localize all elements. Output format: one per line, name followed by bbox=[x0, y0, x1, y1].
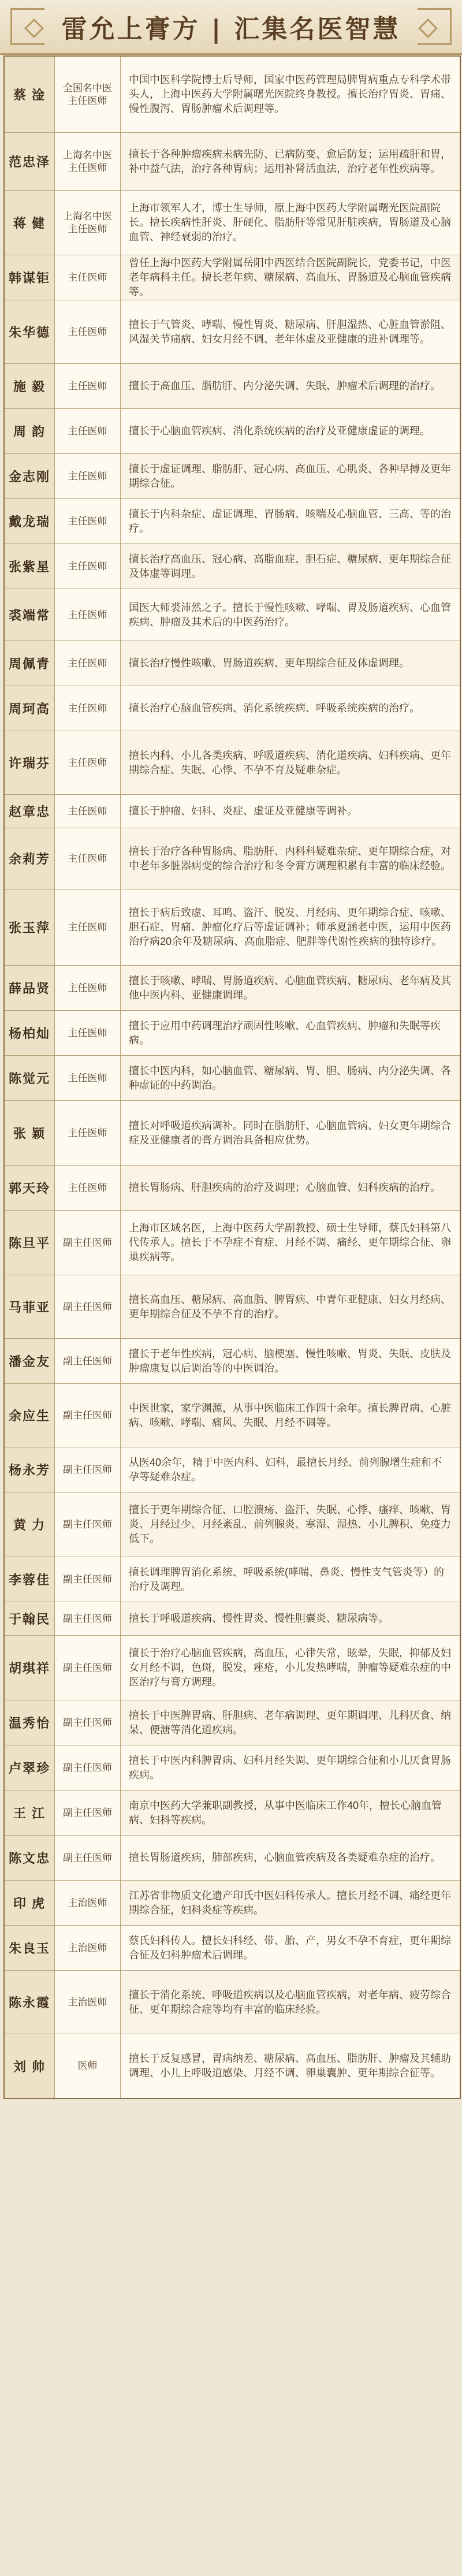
doctor-description: 上海市领军人才，博士生导师，原上海中医药大学附属曙光医院副院长。擅长疾病性肝炎、肝硬化、脂肪肝等常见肝脏疾病，胃肠道及心脑血管、神经衰弱的治疗。 bbox=[129, 202, 451, 243]
doctor-name: 戴龙瑞 bbox=[5, 499, 55, 544]
doctor-row bbox=[5, 1056, 460, 1101]
page-title: 雷允上膏方 | 汇集名医智慧 bbox=[61, 14, 401, 44]
doctor-row bbox=[5, 1492, 460, 1557]
doctor-name: 杨永芳 bbox=[5, 1447, 55, 1492]
doctor-name: 周珂高 bbox=[5, 686, 55, 731]
doctor-description: 擅长于更年期综合征、口腔溃疡、盗汗、失眠、心悸、瘙痒、咳嗽、胃炎、月经过少、月经紊乱、前列腺炎、寒湿、湿热、小儿脾积、免疫力低下。 bbox=[121, 1492, 460, 1557]
doctor-name: 陈永霞 bbox=[5, 1971, 55, 2034]
doctor-description: 国医大师裘沛然之子。擅长于慢性咳嗽、哮喘、胃及肠道疾病、心血管疾病、肿瘤及其术后的中医药治疗。 bbox=[129, 601, 451, 628]
doctor-description: 曾任上海中医药大学附属岳阳中西医结合医院副院长，党委书记，中医老年病科主任。擅长老年病、糖尿病、高血压、胃肠道及心脑血管疾病等。 bbox=[121, 255, 460, 300]
doctor-description: 擅长于老年性疾病，冠心病、脑梗塞、慢性咳嗽、胃炎、失眠、皮肤及肿瘤康复以后调治等的中医调治。 bbox=[129, 1347, 451, 1374]
doctor-row bbox=[5, 454, 460, 499]
doctor-row bbox=[5, 1211, 460, 1275]
doctor-title: 副主任医师 bbox=[55, 1790, 121, 1835]
doctor-title: 副主任医师 bbox=[55, 1492, 121, 1557]
header-banner bbox=[0, 0, 462, 55]
doctor-row bbox=[5, 1700, 460, 1745]
doctor-row bbox=[5, 1384, 460, 1447]
doctor-name: 陈文忠 bbox=[5, 1836, 55, 1880]
doctor-row bbox=[5, 499, 460, 544]
doctor-description: 擅长于治疗心脑血管疾病，高血压，心律失常，眩晕，失眠，抑郁及妇女月经不调，色斑，脱发，痤疮，小儿发热哮喘，肿瘤等疑难杂症的中医治疗与膏方调理。 bbox=[129, 1647, 451, 1688]
doctor-row bbox=[5, 589, 460, 641]
doctor-row bbox=[5, 641, 460, 686]
doctor-name: 余莉芳 bbox=[5, 828, 55, 889]
doctor-description: 擅长于高血压、脂肪肝、内分泌失调、失眠、肿瘤术后调理的治疗。 bbox=[121, 364, 460, 408]
doctor-row bbox=[5, 2034, 460, 2098]
doctor-title: 副主任医师 bbox=[55, 1447, 121, 1492]
doctor-name: 胡琪祥 bbox=[5, 1636, 55, 1700]
doctor-name: 许瑞芬 bbox=[5, 731, 55, 794]
doctor-name: 潘金友 bbox=[5, 1339, 55, 1383]
page-footer bbox=[0, 2558, 462, 2576]
doctor-description: 从医40余年，精于中医内科、妇科，最擅长月经、前列腺增生症和不孕等疑难杂症。 bbox=[129, 1456, 442, 1483]
doctor-description: 擅长于治疗各种胃肠病、脂肪肝、内科科疑难杂症、更年期综合症，对中老年多脏器病变的综合治疗和冬令膏方调理积累有丰富的临床经验。 bbox=[121, 828, 460, 889]
doctor-name: 薛品贤 bbox=[5, 966, 55, 1010]
banner-ornament-right bbox=[418, 8, 452, 45]
doctor-title: 主任医师 bbox=[55, 686, 121, 731]
doctor-title: 副主任医师 bbox=[55, 1211, 121, 1275]
doctor-description: 擅长于反复感冒，胃病纳差、糖尿病、高血压、脂肪肝、肿瘤及其辅助调理、小儿上呼吸道感染、月经不调、卵巢囊肿、更年期综合征等。 bbox=[129, 2053, 451, 2079]
doctor-name: 黄 力 bbox=[5, 1492, 55, 1557]
doctor-name: 刘 帅 bbox=[5, 2034, 55, 2098]
doctor-title: 副主任医师 bbox=[55, 1557, 121, 1602]
doctor-name: 周 韵 bbox=[5, 409, 55, 453]
doctor-description: 江苏省非物质文化遗产印氏中医妇科传承人。擅长月经不调、痛经更年期综合征，妇科炎症等疾病。 bbox=[121, 1881, 460, 1925]
doctor-description: 中医世家，家学渊源，从事中医临床工作四十余年。擅长脾胃病、心脏病、咳嗽、哮喘、痛风、失眠、月经不调等。 bbox=[121, 1384, 460, 1447]
doctor-title: 主任医师 bbox=[55, 828, 121, 889]
doctor-name: 裘端常 bbox=[5, 589, 55, 641]
doctor-row bbox=[5, 1011, 460, 1056]
doctor-name: 朱良玉 bbox=[5, 1926, 55, 1970]
doctor-description: 擅长于肿瘤、妇科、炎症、虚证及亚健康等调补。 bbox=[129, 805, 357, 817]
doctor-row bbox=[5, 364, 460, 409]
doctor-title: 主任医师 bbox=[55, 889, 121, 965]
doctor-description: 擅长于中医内科脾胃病、妇科月经失调、更年期综合征和小儿厌食胃肠疾病。 bbox=[129, 1754, 451, 1781]
doctor-description: 擅长胃肠病、肝胆疾病的治疗及调理；心脑血管、妇科疾病的治疗。 bbox=[121, 1166, 460, 1210]
doctor-title: 主任医师 bbox=[55, 409, 121, 453]
doctor-description: 擅长高血压、糖尿病、高血脂、脾胃病、中青年亚健康、妇女月经病、更年期综合征及不孕不育的治疗。 bbox=[121, 1275, 460, 1338]
doctor-name: 张玉萍 bbox=[5, 889, 55, 965]
doctor-row bbox=[5, 1636, 460, 1700]
doctor-name: 赵章忠 bbox=[5, 795, 55, 828]
doctor-title: 主治医师 bbox=[55, 1881, 121, 1925]
doctor-row bbox=[5, 1447, 460, 1492]
doctor-row bbox=[5, 1926, 460, 1971]
doctor-description: 中国中医科学院博士后导师，国家中医药管理局脾胃病重点专科学术带头人，上海中医药大学附属曙光医院终身教授。擅长治疗胃炎、胃痛、慢性腹泻、胃肠肿瘤术后调理等。 bbox=[129, 74, 451, 114]
doctor-row bbox=[5, 57, 460, 133]
doctor-row bbox=[5, 1745, 460, 1790]
doctor-title: 主任医师 bbox=[55, 589, 121, 641]
doctor-row bbox=[5, 966, 460, 1011]
doctor-description: 擅长于心脑血管疾病、消化系统疾病的治疗及亚健康虚证的调理。 bbox=[129, 425, 430, 437]
doctor-description: 擅长于中医脾胃病、肝胆病、老年病调理、更年期调理、儿科厌食、纳呆、便溏等消化道疾病。 bbox=[121, 1700, 460, 1745]
doctor-description: 擅长于呼吸道疾病、慢性胃炎、慢性胆囊炎、糖尿病等。 bbox=[121, 1602, 460, 1635]
doctor-description: 蔡氏妇科传人。擅长妇科经、带、胎、产，男女不孕不育症，更年期综合征及妇科肿瘤术后调理。 bbox=[129, 1934, 451, 1961]
banner-ornament-left bbox=[10, 8, 44, 45]
doctor-title: 主任医师 bbox=[55, 731, 121, 794]
doctor-title: 主任医师 bbox=[55, 795, 121, 828]
doctor-name: 范忠泽 bbox=[5, 133, 55, 190]
doctor-description: 擅长调理脾胃消化系统、呼吸系统(哮喘、鼻炎、慢性支气管炎等）的治疗及调理。 bbox=[129, 1566, 444, 1592]
doctor-row bbox=[5, 191, 460, 255]
doctor-row bbox=[5, 409, 460, 454]
doctor-name: 蒋 健 bbox=[5, 191, 55, 255]
doctor-title: 主任医师 bbox=[55, 641, 121, 686]
doctor-description: 擅长对呼吸道疾病调补。同时在脂肪肝、心脑血管病、妇女更年期综合症及亚健康者的膏方调治具备相应优势。 bbox=[129, 1119, 451, 1146]
doctor-title: 副主任医师 bbox=[55, 1700, 121, 1745]
doctor-description: 擅长于各种肿瘤疾病未病先防、已病防变、愈后防复；运用疏肝和胃，补中益气法，治疗各种胃病；运用补肾活血法，治疗老年性疾病等。 bbox=[121, 133, 460, 190]
doctor-row bbox=[5, 255, 460, 300]
doctor-description: 上海市区域名医，上海中医药大学副教授、硕士生导师，蔡氏妇科第八代传承人。擅长于不孕症不育症、月经不调、痛经、更年期综合征、卵巢疾病等。 bbox=[129, 1222, 451, 1263]
doctor-name: 张 颖 bbox=[5, 1101, 55, 1165]
doctor-title: 副主任医师 bbox=[55, 1384, 121, 1447]
doctor-name: 杨柏灿 bbox=[5, 1011, 55, 1055]
doctor-description: 擅长内科、小儿各类疾病、呼吸道疾病、消化道疾病、妇科疾病、更年期综合症、失眠、心悸、不孕不育及疑难杂症。 bbox=[121, 731, 460, 794]
doctor-title: 副主任医师 bbox=[55, 1836, 121, 1880]
doctor-row bbox=[5, 544, 460, 589]
doctor-row bbox=[5, 731, 460, 795]
doctor-row bbox=[5, 686, 460, 731]
doctor-title: 副主任医师 bbox=[55, 1745, 121, 1790]
doctor-title: 全国名中医 主任医师 bbox=[55, 57, 121, 132]
doctor-row bbox=[5, 1602, 460, 1636]
doctor-name: 金志刚 bbox=[5, 454, 55, 498]
doctor-title: 上海名中医 主任医师 bbox=[55, 133, 121, 190]
doctor-name: 郭天玲 bbox=[5, 1166, 55, 1210]
doctor-row bbox=[5, 1339, 460, 1384]
doctor-title: 副主任医师 bbox=[55, 1636, 121, 1700]
doctor-description: 擅长中医内科，如心脑血管、糖尿病、胃、胆、肠病、内分泌失调、各种虚证的中药调治。 bbox=[121, 1056, 460, 1100]
doctor-row bbox=[5, 1790, 460, 1836]
doctor-description: 擅长于内科杂症、虚证调理、胃肠病、咳喘及心脑血管、三高、等的治疗。 bbox=[129, 508, 451, 534]
doctor-description: 擅长治疗高血压、冠心病、高脂血症、胆石症、糖尿病、更年期综合征及体虚等调理。 bbox=[121, 544, 460, 589]
doctor-title: 副主任医师 bbox=[55, 1339, 121, 1383]
doctor-title: 主任医师 bbox=[55, 364, 121, 408]
doctor-description: 擅长于病后致虚、耳鸣、盗汗、脱发、月经病、更年期综合症、咳嗽、胆石症、胃痛、肿瘤化疗后等虚证调补；师承夏涵老中医，运用中医药治疗病20余年及糖尿病、高血脂症、肥胖等代谢性疾病的独特诊疗。 bbox=[129, 907, 451, 947]
doctor-title: 主任医师 bbox=[55, 300, 121, 363]
doctor-title: 主任医师 bbox=[55, 255, 121, 300]
doctor-title: 主任医师 bbox=[55, 1056, 121, 1100]
doctor-name: 于翰民 bbox=[5, 1602, 55, 1635]
doctor-title: 上海名中医 主任医师 bbox=[55, 191, 121, 255]
doctor-name: 周佩青 bbox=[5, 641, 55, 686]
doctor-row bbox=[5, 133, 460, 191]
doctor-title: 医师 bbox=[55, 2034, 121, 2098]
doctor-title: 副主任医师 bbox=[55, 1602, 121, 1635]
doctor-row bbox=[5, 1836, 460, 1881]
doctor-row bbox=[5, 1275, 460, 1339]
doctor-row bbox=[5, 1166, 460, 1211]
doctor-title: 主治医师 bbox=[55, 1926, 121, 1970]
doctor-name: 蔡 淦 bbox=[5, 57, 55, 132]
doctor-name: 韩谋钜 bbox=[5, 255, 55, 300]
doctor-name: 施 毅 bbox=[5, 364, 55, 408]
doctor-name: 余应生 bbox=[5, 1384, 55, 1447]
doctor-title: 主任医师 bbox=[55, 1011, 121, 1055]
doctor-row bbox=[5, 300, 460, 364]
doctor-description: 擅长于虚证调理、脂肪肝、冠心病、高血压、心肌炎、各种早搏及更年期综合征。 bbox=[121, 454, 460, 498]
doctor-row bbox=[5, 1557, 460, 1602]
doctor-description: 擅长于应用中药调理治疗顽固性咳嗽、心血管疾病、肿瘤和失眠等疾病。 bbox=[129, 1019, 441, 1046]
doctor-title: 主治医师 bbox=[55, 1971, 121, 2034]
doctor-row bbox=[5, 889, 460, 966]
doctor-row bbox=[5, 1881, 460, 1926]
doctor-row bbox=[5, 1971, 460, 2034]
doctor-name: 印 虎 bbox=[5, 1881, 55, 1925]
doctor-title: 主任医师 bbox=[55, 544, 121, 589]
doctor-name: 王 江 bbox=[5, 1790, 55, 1835]
doctor-row bbox=[5, 828, 460, 889]
doctor-description: 擅长治疗心脑血管疾病、消化系统疾病、呼吸系统疾病的治疗。 bbox=[129, 702, 420, 714]
doctor-description: 擅长于消化系统、呼吸道疾病以及心脑血管疾病，对老年病、疲劳综合征、更年期综合症等均有丰富的临床经验。 bbox=[121, 1971, 460, 2034]
doctor-title: 主任医师 bbox=[55, 499, 121, 544]
doctor-name: 李蓉佳 bbox=[5, 1557, 55, 1602]
doctor-title: 主任医师 bbox=[55, 966, 121, 1010]
doctor-name: 陈旦平 bbox=[5, 1211, 55, 1275]
doctor-name: 朱华德 bbox=[5, 300, 55, 363]
doctor-title: 主任医师 bbox=[55, 454, 121, 498]
doctor-name: 马菲亚 bbox=[5, 1275, 55, 1338]
doctor-title: 副主任医师 bbox=[55, 1275, 121, 1338]
doctor-row bbox=[5, 795, 460, 828]
doctor-name: 陈觉元 bbox=[5, 1056, 55, 1100]
doctor-title: 主任医师 bbox=[55, 1101, 121, 1165]
doctor-name: 温秀怡 bbox=[5, 1700, 55, 1745]
doctor-title: 主任医师 bbox=[55, 1166, 121, 1210]
doctor-table bbox=[3, 55, 461, 2099]
doctor-description: 擅长胃肠道疾病，肺部疾病，心脑血管疾病及各类疑难杂症的治疗。 bbox=[129, 1852, 441, 1863]
doctor-description: 擅长于咳嗽、哮喘、胃肠道疾病、心脑血管疾病、糖尿病、老年病及其他中医内科、亚健康调理。 bbox=[121, 966, 460, 1010]
doctor-name: 张紫星 bbox=[5, 544, 55, 589]
doctor-description: 擅长治疗慢性咳嗽、胃肠道疾病、更年期综合征及体虚调理。 bbox=[121, 641, 460, 686]
doctor-name: 卢翠珍 bbox=[5, 1745, 55, 1790]
doctor-row bbox=[5, 1101, 460, 1166]
doctor-description: 擅长于气管炎、哮喘、慢性胃炎、糖尿病、肝胆湿热、心脏血管淤阻、风湿关节痛病、妇女月经不调、老年体虚及亚健康的进补调理等。 bbox=[129, 318, 451, 345]
doctor-description: 南京中医药大学兼职副教授，从事中医临床工作40年，擅长心脑血管病、妇科等疾病。 bbox=[121, 1790, 460, 1835]
